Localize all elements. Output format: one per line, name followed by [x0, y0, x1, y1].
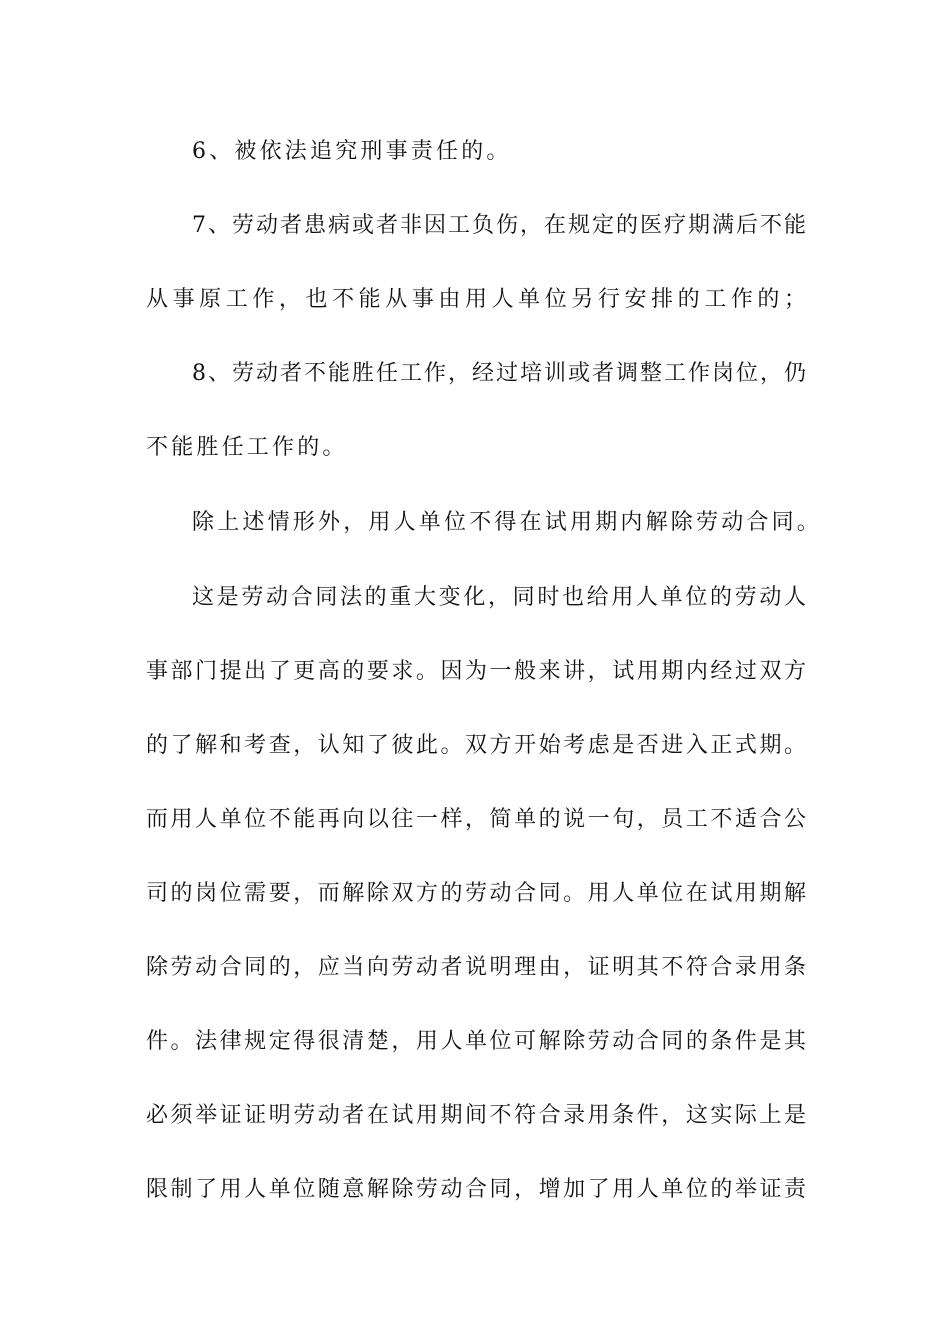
text-line: 从事原工作，也不能从事由用人单位另行安排的工作的；	[146, 287, 806, 312]
text-line: 限制了用人单位随意解除劳动合同，增加了用人单位的举证责	[146, 1177, 806, 1202]
text-line: 除劳动合同的，应当向劳动者说明理由，证明其不符合录用条	[146, 955, 806, 980]
text-line: 除上述情形外，用人单位不得在试用期内解除劳动合同。	[192, 510, 823, 535]
text-line: 6、被依法追究刑事责任的。	[192, 139, 512, 164]
text-line: 件。法律规定得很清楚，用人单位可解除劳动合同的条件是其	[146, 1029, 806, 1054]
text-line: 不能胜任工作的。	[146, 435, 348, 460]
text-line: 而用人单位不能再向以往一样，简单的说一句，员工不适合公	[146, 807, 806, 832]
text-line: 必须举证证明劳动者在试用期间不符合录用条件，这实际上是	[146, 1103, 806, 1128]
text-line: 这是劳动合同法的重大变化，同时也给用人单位的劳动人	[192, 585, 806, 610]
text-line: 司的岗位需要，而解除双方的劳动合同。用人单位在试用期解	[146, 881, 806, 906]
text-line: 7、劳动者患病或者非因工负伤，在规定的医疗期满后不能	[192, 213, 806, 238]
text-line: 的了解和考查，认知了彼此。双方开始考虑是否进入正式期。	[146, 733, 806, 758]
text-line: 8、劳动者不能胜任工作，经过培训或者调整工作岗位，仍	[192, 361, 806, 386]
text-line: 事部门提出了更高的要求。因为一般来讲，试用期内经过双方	[146, 659, 806, 684]
